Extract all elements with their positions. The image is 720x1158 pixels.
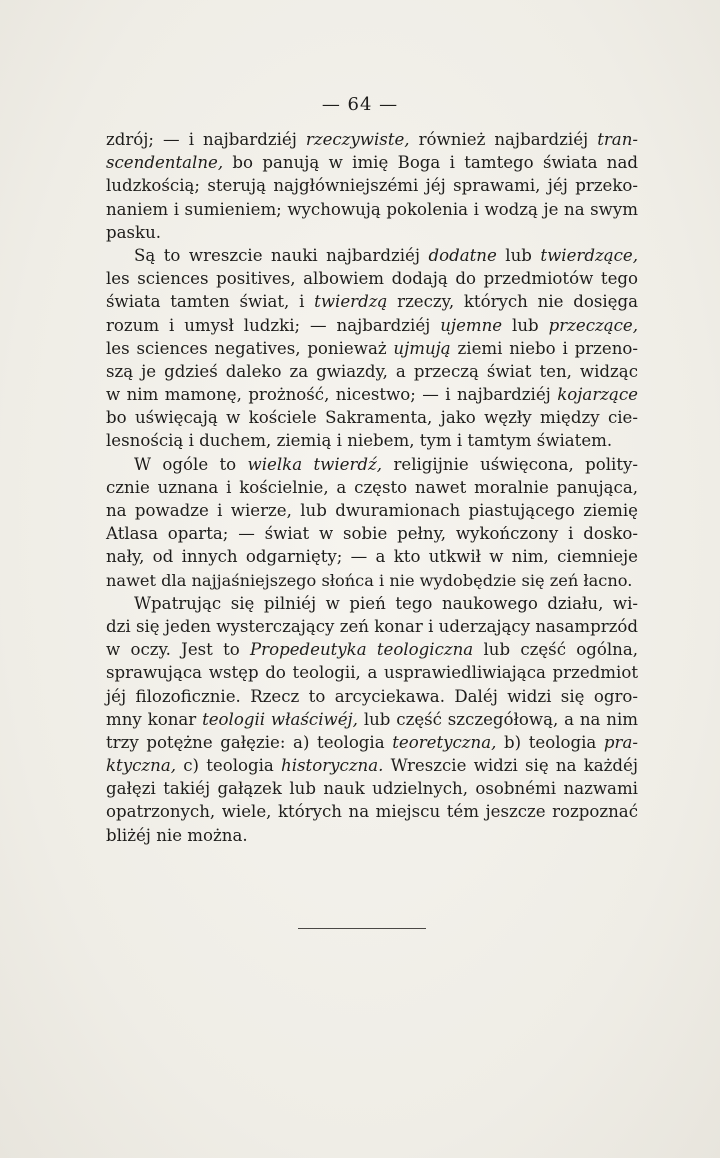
text-segment: b) teologia (496, 732, 604, 752)
text-segment: Atlasa oparta; — świat w sobie pełny, wykończony i dosko- (106, 524, 638, 544)
paragraph (106, 453, 638, 592)
italic-segment: ujmują (393, 338, 451, 358)
text-segment: c) teologia (176, 756, 282, 776)
text-segment: W ogóle to (134, 454, 248, 474)
text-segment: bo panują w imię Boga i tamtego świata nad (223, 153, 638, 173)
text-line (106, 638, 638, 661)
text-segment: bo uświęcają w kościele Sakramenta, jako węzły między cie- (106, 408, 638, 428)
text-segment: nawet dla najjaśniejszego słońca i nie wydobędzie się zeń łacno. (106, 570, 633, 590)
text-line (106, 337, 638, 360)
text-line (106, 128, 638, 151)
italic-segment: teologii właściwéj, (202, 709, 358, 729)
text-segment: cznie uznana i kościelnie, a często nawet moralnie panująca, (106, 477, 638, 497)
text-segment: mny konar (106, 709, 203, 729)
text-segment: sprawująca wstęp do teologii, a usprawiedliwiająca przedmiot (106, 663, 638, 683)
text-line (106, 708, 638, 731)
text-line (106, 800, 638, 823)
text-segment: również najbardziéj (409, 130, 598, 149)
text-segment: lesnością i duchem, ziemią i niebem, tym i tamtym światem. (106, 431, 613, 451)
text-segment: jéj filozoficznie. Rzecz to arcyciekawa. Daléj widzi się ogro- (106, 686, 638, 706)
text-line (106, 499, 638, 522)
italic-segment: kojarzące (557, 385, 638, 405)
text-segment: bliżéj nie można. (106, 825, 248, 845)
text-line (106, 151, 638, 174)
text-line (106, 685, 638, 708)
italic-segment: dodatne (428, 245, 497, 265)
italic-segment: scendentalne, (106, 153, 224, 173)
text-segment: rozum i umysł ludzki; — najbardziéj (106, 315, 441, 335)
text-segment: les sciences positives, albowiem dodają do przedmiotów tego (106, 269, 638, 289)
text-segment: gałęzi takiéj gałązek lub nauk udzielnych, osobnémi nazwami (106, 779, 638, 799)
text-line (106, 545, 638, 568)
text-line (106, 453, 638, 476)
text-line (106, 522, 638, 545)
italic-segment: teoretyczna, (392, 732, 497, 752)
text-line (106, 731, 638, 754)
text-segment: w oczy. Jest to (106, 640, 250, 660)
italic-segment: twierdzą (314, 292, 388, 312)
text-segment: lub (496, 245, 541, 265)
page-number: — 64 — (321, 94, 399, 115)
text-line (106, 754, 638, 777)
text-segment: ludzkością; sterują najgłówniejszémi jéj sprawami, jéj przeko- (106, 176, 638, 196)
text-line (106, 174, 638, 197)
text-segment: lub (502, 315, 549, 335)
text-segment: nały, od innych odgarnięty; — a kto utkwił w nim, ciemnieje (106, 547, 638, 567)
text-segment: opatrzonych, wiele, których na miejscu tém jeszcze rozpoznać (106, 802, 638, 822)
text-segment: naniem i sumieniem; wychowują pokolenia i wodzą je na swym (106, 199, 638, 219)
italic-segment: historyczna. (281, 756, 384, 776)
italic-segment: tran- (597, 130, 638, 149)
text-segment: szą je gdzieś daleko za gwiazdy, a przeczą świat ten, widząc (106, 361, 638, 381)
text-line (106, 824, 638, 847)
text-segment: świata tamten świat, i (106, 292, 315, 312)
text-line (106, 777, 638, 800)
italic-segment: ktyczna, (106, 756, 176, 776)
italic-segment: rzeczywiste, (305, 130, 410, 149)
text-segment: les sciences negatives, ponieważ (106, 338, 394, 358)
text-line (106, 290, 638, 313)
text-line (106, 244, 638, 267)
text-line (106, 314, 638, 337)
text-segment: lub część ogólna, (473, 640, 639, 660)
italic-segment: ujemne (440, 315, 503, 335)
text-line (106, 406, 638, 429)
text-segment: pasku. (106, 222, 162, 242)
text-line (106, 221, 638, 244)
paragraph (106, 128, 638, 244)
paragraph (106, 244, 638, 453)
text-line (106, 267, 638, 290)
italic-segment: twierdzące, (540, 245, 638, 265)
text-segment: w nim mamonę, prożność, nicestwo; — i najbardziéj (106, 385, 558, 405)
paragraph (106, 592, 638, 847)
text-segment: lub część szczegółową, a na nim (357, 709, 639, 729)
italic-segment: Propedeutyka teologiczna (249, 640, 474, 660)
text-line (106, 592, 638, 615)
text-line (106, 615, 638, 638)
text-segment: religijnie uświęcona, polity- (382, 454, 638, 474)
text-segment: Są to wreszcie nauki najbardziéj (134, 245, 429, 265)
text-line (106, 429, 638, 452)
text-segment: zdrój; — i najbardziéj (106, 130, 306, 149)
italic-segment: pra- (603, 732, 638, 752)
italic-segment: przeczące, (548, 315, 639, 335)
text-line (106, 360, 638, 383)
text-segment: dzi się jeden wysterczający zeń konar i uderzający nasamprzód (106, 616, 638, 636)
text-line (106, 198, 638, 221)
text-segment: rzeczy, których nie dosięga (387, 292, 638, 312)
text-line (106, 476, 638, 499)
text-line (106, 569, 638, 592)
text-segment: na powadze i wierze, lub dwuramionach piastującego ziemię (106, 501, 638, 520)
body-text (106, 128, 638, 847)
text-segment: Wreszcie widzi się na każdéj (383, 756, 638, 776)
section-end-rule (298, 928, 426, 929)
text-line (106, 661, 638, 684)
text-segment: ziemi niebo i przeno- (450, 338, 638, 358)
italic-segment: wielka twierdź, (247, 454, 383, 474)
text-line (106, 383, 638, 406)
text-segment: Wpatrując się pilniéj w pień tego naukowego działu, wi- (134, 593, 638, 613)
text-segment: trzy potężne gałęzie: a) teologia (106, 732, 393, 752)
